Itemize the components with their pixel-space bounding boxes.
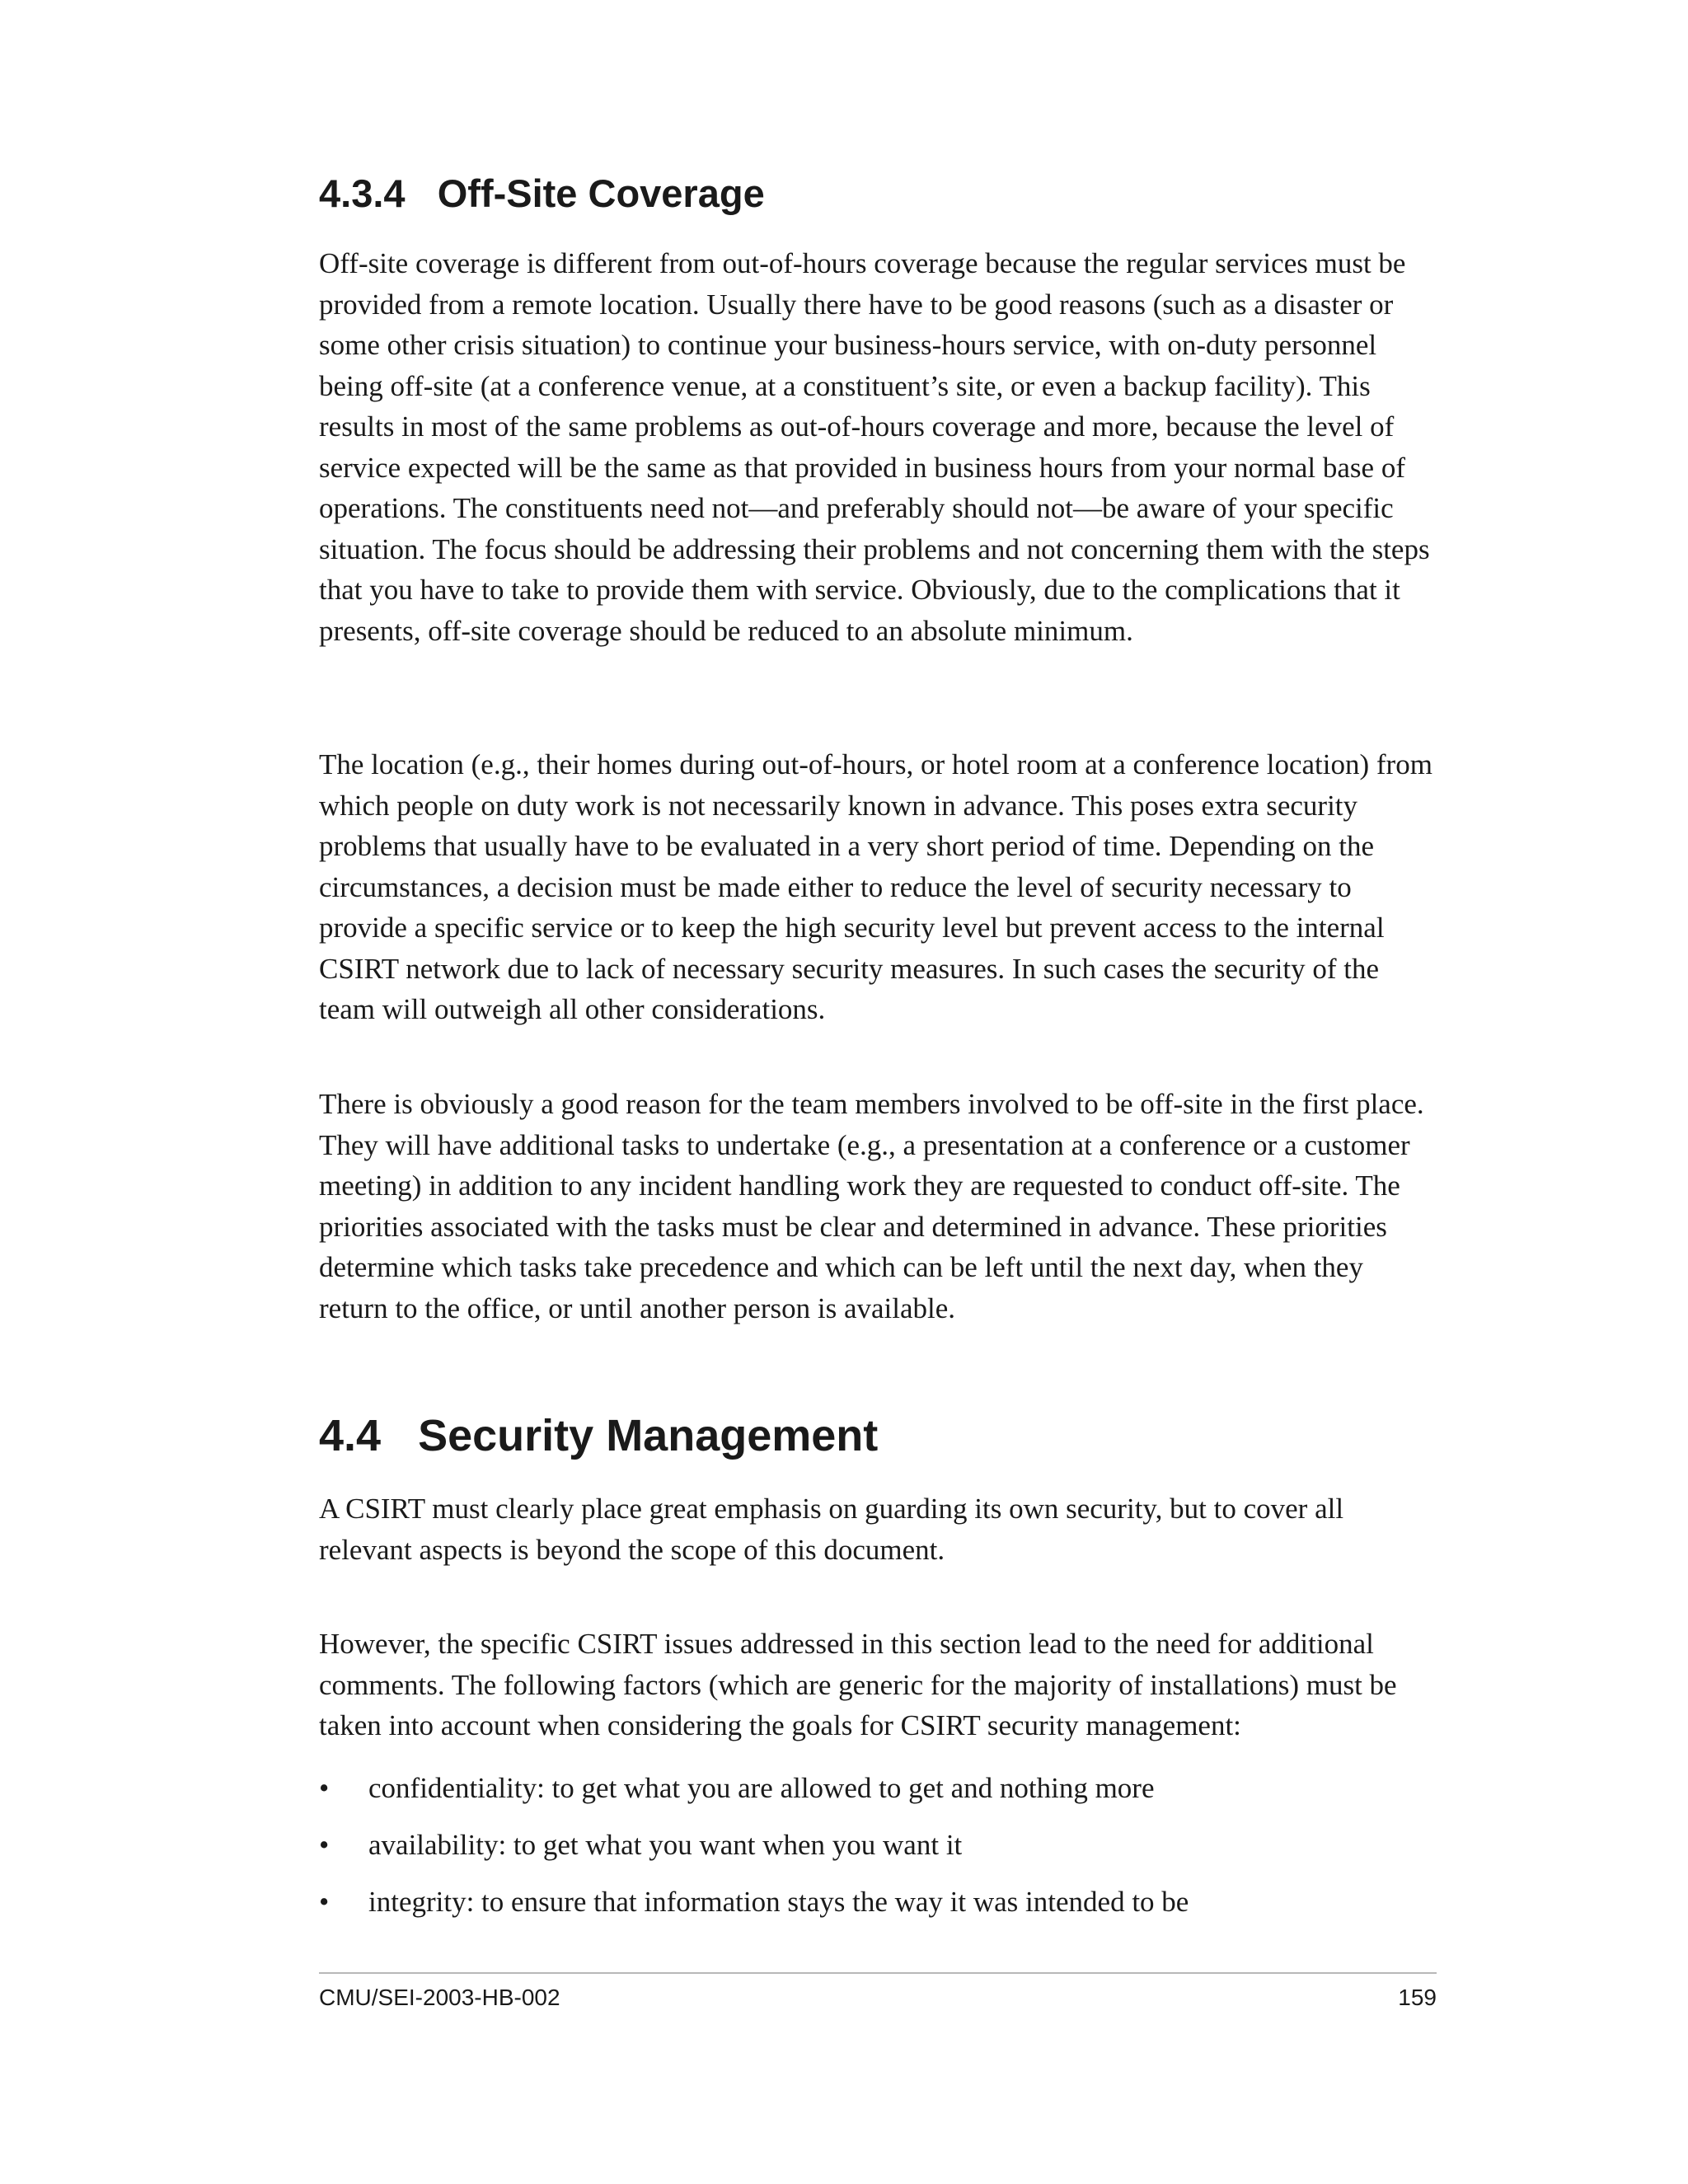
list-item-text: confidentiality: to get what you are allowed to get and nothing more (368, 1772, 1155, 1804)
bullet-icon: • (319, 1886, 330, 1918)
paragraph-security-intro: A CSIRT must clearly place great emphasis on guarding its own security, but to cover all relevant aspects is beyond the scope of this document. (319, 1493, 1344, 1566)
paragraph-off-site-priorities: There is obviously a good reason for the team members involved to be off-site in the first place. They will have additional tasks to undertake (e.g., a presentation at a conference or a customer meeting) in addition to any incident handling work they are requested to conduct off-site. The priorities associated with the tasks must be clear and determined in advance. These priorities determine which tasks take precedence and which can be left until the next day, when they return to the office, or until another person is available. (319, 1088, 1424, 1324)
list-item-text: integrity: to ensure that information stays the way it was intended to be (368, 1886, 1189, 1918)
list-item (319, 1768, 1437, 1808)
footer-page-number: 159 (1398, 1985, 1437, 2010)
document-page (319, 0, 1437, 2184)
section-number: 4.4 (319, 1411, 382, 1460)
bullet-icon: • (319, 1829, 330, 1861)
security-goals-list (319, 1768, 1437, 1938)
section-number: 4.3.4 (319, 171, 406, 215)
list-item (319, 1825, 1437, 1865)
section-heading-4-3-4 (319, 169, 765, 218)
section-title: Off-Site Coverage (437, 171, 765, 215)
section-heading-4-4 (319, 1407, 878, 1465)
paragraph-off-site-location: The location (e.g., their homes during out-of-hours, or hotel room at a conference location) from which people on duty work is not necessarily known in advance. This poses extra security problems that usually have to be evaluated in a very short period of time. Depending on the circumstances, a decision must be made either to reduce the level of security necessary to provide a specific service or to keep the high security level but prevent access to the internal CSIRT network due to lack of necessary security measures. In such cases the security of the team will outweigh all other considerations. (319, 748, 1432, 1025)
section-title: Security Management (418, 1411, 879, 1460)
paragraph-security-factors: However, the specific CSIRT issues addressed in this section lead to the need for additional comments. The following factors (which are generic for the majority of installations) must be taken into account when considering the goals for CSIRT security management: (319, 1628, 1397, 1741)
list-item-text: availability: to get what you want when you want it (368, 1829, 963, 1861)
paragraph-off-site-intro: Off-site coverage is different from out-of-hours coverage because the regular services must be provided from a remote location. Usually there have to be good reasons (such as a disaster or some other crisis situation) to continue your business-hours service, with on-duty personnel being off-site (at a conference venue, at a constituent’s site, or even a backup facility). This results in most of the same problems as out-of-hours coverage and more, because the level of service expected will be the same as that provided in business hours from your normal base of operations. The constituents need not—and preferably should not—be aware of your specific situation. The focus should be addressing their problems and not concerning them with the steps that you have to take to provide them with service. Obviously, due to the complications that it presents, off-site coverage should be reduced to an absolute minimum. (319, 247, 1430, 647)
footer-divider (319, 1972, 1437, 1974)
footer-document-id: CMU/SEI-2003-HB-002 (319, 1985, 560, 2010)
bullet-icon: • (319, 1772, 330, 1804)
list-item (319, 1882, 1437, 1922)
